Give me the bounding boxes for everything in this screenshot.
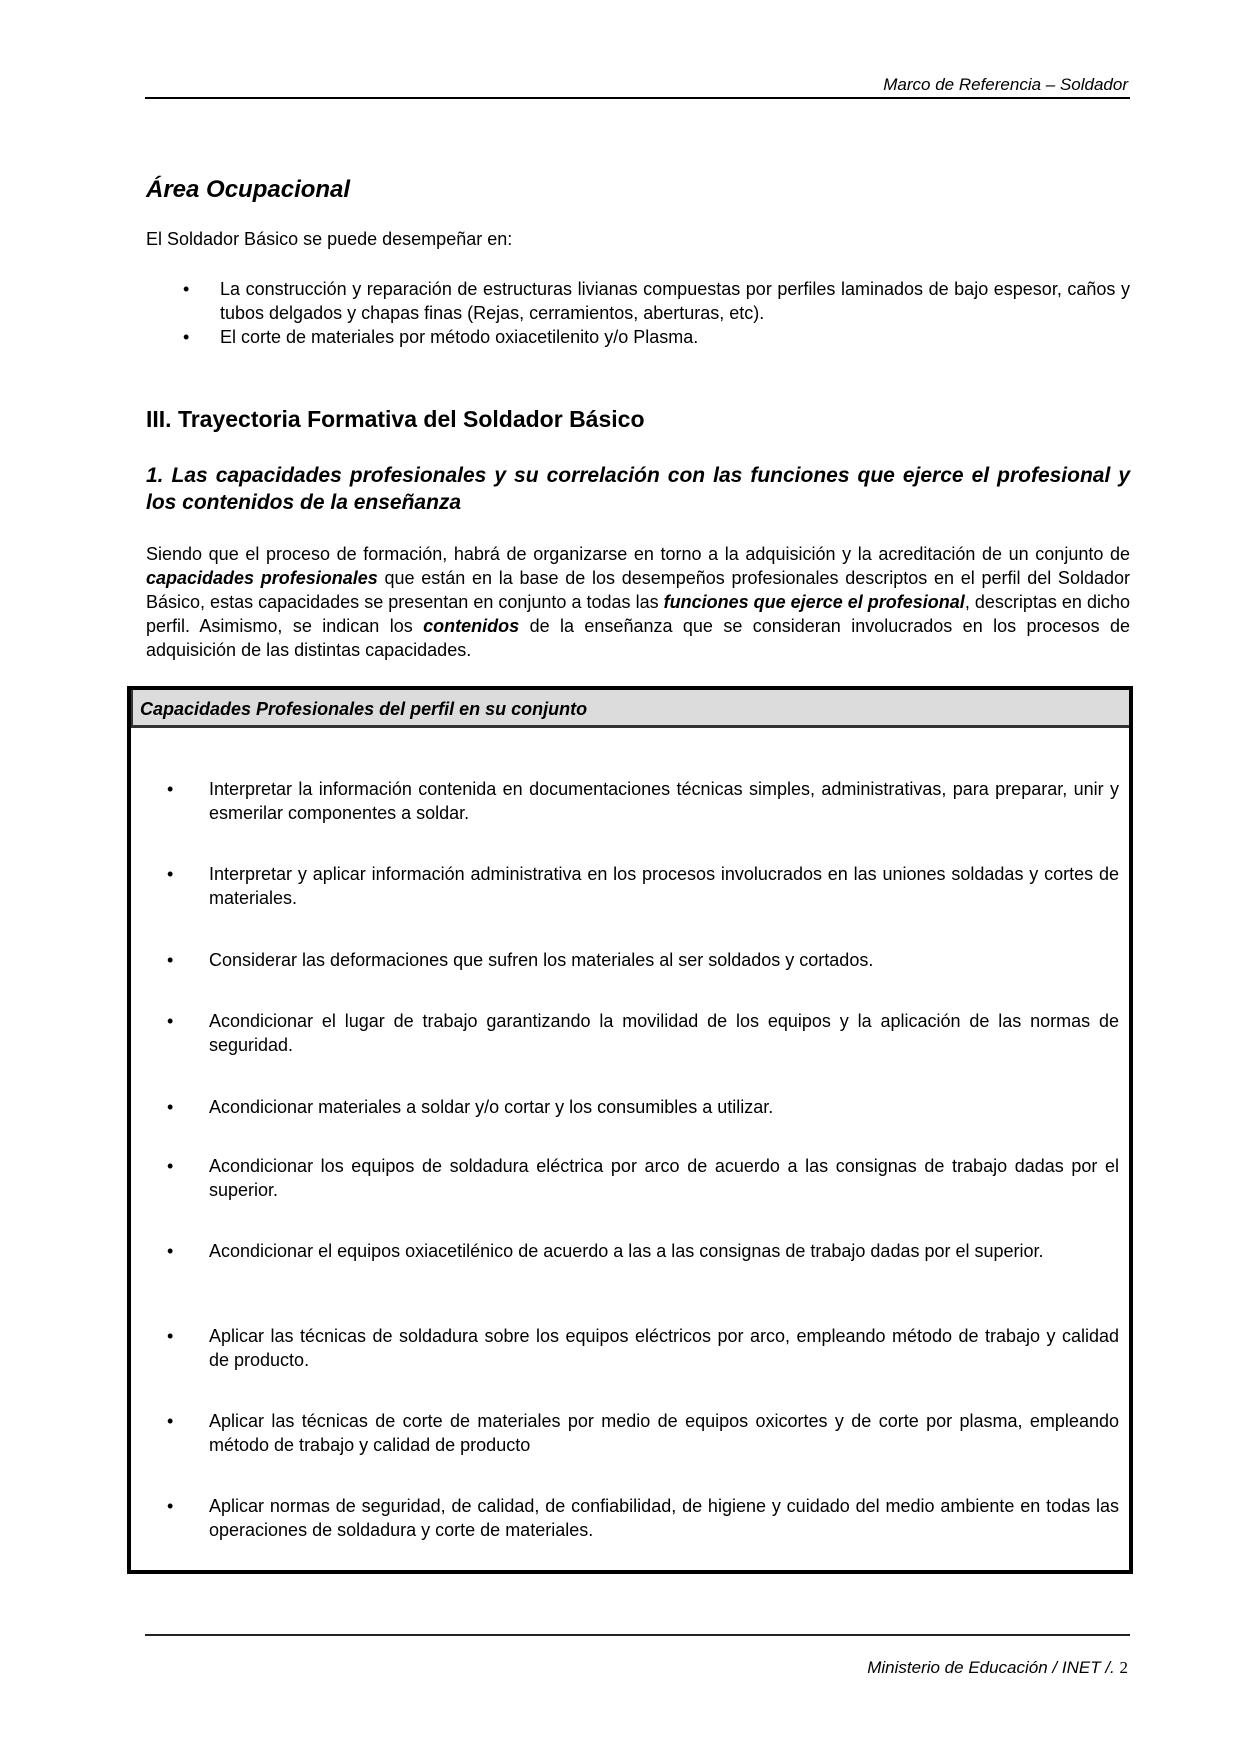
bullet-icon: • <box>167 1326 174 1346</box>
footer-divider <box>145 1634 1130 1636</box>
running-header: Marco de Referencia – Soldador <box>883 75 1128 94</box>
bullet-icon: • <box>167 1156 174 1176</box>
list-item: • Aplicar las técnicas de soldadura sobre los equipos eléctricos por arco, empleando método de trabajo y calidad de producto. <box>167 1326 1119 1370</box>
list-item: • Acondicionar el lugar de trabajo garantizando la movilidad de los equipos y la aplicación de las normas de seguridad. <box>167 1011 1119 1055</box>
section-heading: III. Trayectoria Formativa del Soldador Básico <box>146 406 645 432</box>
page-number: 2 <box>1119 1658 1128 1677</box>
bullet-icon: • <box>167 1097 174 1117</box>
running-footer: Ministerio de Educación / INET /. 2 <box>867 1658 1128 1677</box>
header-divider <box>145 97 1130 99</box>
list-item: • Interpretar la información contenida en documentaciones técnicas simples, administrativas, para preparar, unir y esmerilar componentes a soldar. <box>167 779 1119 823</box>
list-item: • Acondicionar el equipos oxiacetilénico de acuerdo a las a las consignas de trabajo dadas por el superior. <box>167 1241 1044 1261</box>
list-item: • Interpretar y aplicar información administrativa en los procesos involucrados en las uniones soldadas y cortes de materiales. <box>167 864 1119 908</box>
heading-area-ocupacional: Área Ocupacional <box>146 176 351 203</box>
area-bullet-list <box>146 277 1130 349</box>
bullet-icon: • <box>167 1496 174 1516</box>
bullet-icon: • <box>183 327 190 347</box>
bullet-icon: • <box>167 779 174 799</box>
area-intro: El Soldador Básico se puede desempeñar en: <box>146 229 513 249</box>
list-item: • Acondicionar los equipos de soldadura eléctrica por arco de acuerdo a las consignas de trabajo dadas por el superior. <box>167 1156 1119 1200</box>
list-item: • Acondicionar materiales a soldar y/o cortar y los consumibles a utilizar. <box>167 1097 774 1117</box>
list-item: • Aplicar normas de seguridad, de calidad, de confiabilidad, de higiene y cuidado del medio ambiente en todas las operaciones de soldadura y corte de materiales. <box>167 1496 1119 1540</box>
list-item: • La construcción y reparación de estructuras livianas compuestas por perfiles laminados de bajo espesor, caños y tubos delgados y chapas finas (Rejas, cerramientos, aberturas, etc). <box>183 279 1130 323</box>
bullet-icon: • <box>167 1411 174 1431</box>
capacidades-table <box>127 686 1133 1574</box>
body-paragraph: Siendo que el proceso de formación, habrá de organizarse en torno a la adquisición y la acreditación de un conjunto de capacidades profesionales que están en la base de los desempeños profesionales descriptos en el perfil del Soldador Básico, estas capacidades se presentan en conjunto a todas las funciones que ejerce el profesional, descriptas en dicho perfil. Asimismo, se indican los contenidos de la enseñanza que se consideran involucrados en los procesos de adquisición de las distintas capacidades. <box>146 544 1130 660</box>
bullet-icon: • <box>167 1011 174 1031</box>
bullet-icon: • <box>167 1241 174 1261</box>
subsection-heading: 1. Las capacidades profesionales y su correlación con las funciones que ejerce el profesional y los contenidos de la enseñanza <box>146 464 1130 514</box>
table-header: Capacidades Profesionales del perfil en su conjunto <box>131 690 1129 728</box>
list-item: • Aplicar las técnicas de corte de materiales por medio de equipos oxicortes y de corte por plasma, empleando método de trabajo y calidad de producto <box>167 1411 1119 1455</box>
list-item: • El corte de materiales por método oxiacetilenito y/o Plasma. <box>183 327 699 347</box>
bullet-icon: • <box>183 279 190 299</box>
bullet-icon: • <box>167 950 174 970</box>
list-item: • Considerar las deformaciones que sufren los materiales al ser soldados y cortados. <box>167 950 874 970</box>
bullet-icon: • <box>167 864 174 884</box>
